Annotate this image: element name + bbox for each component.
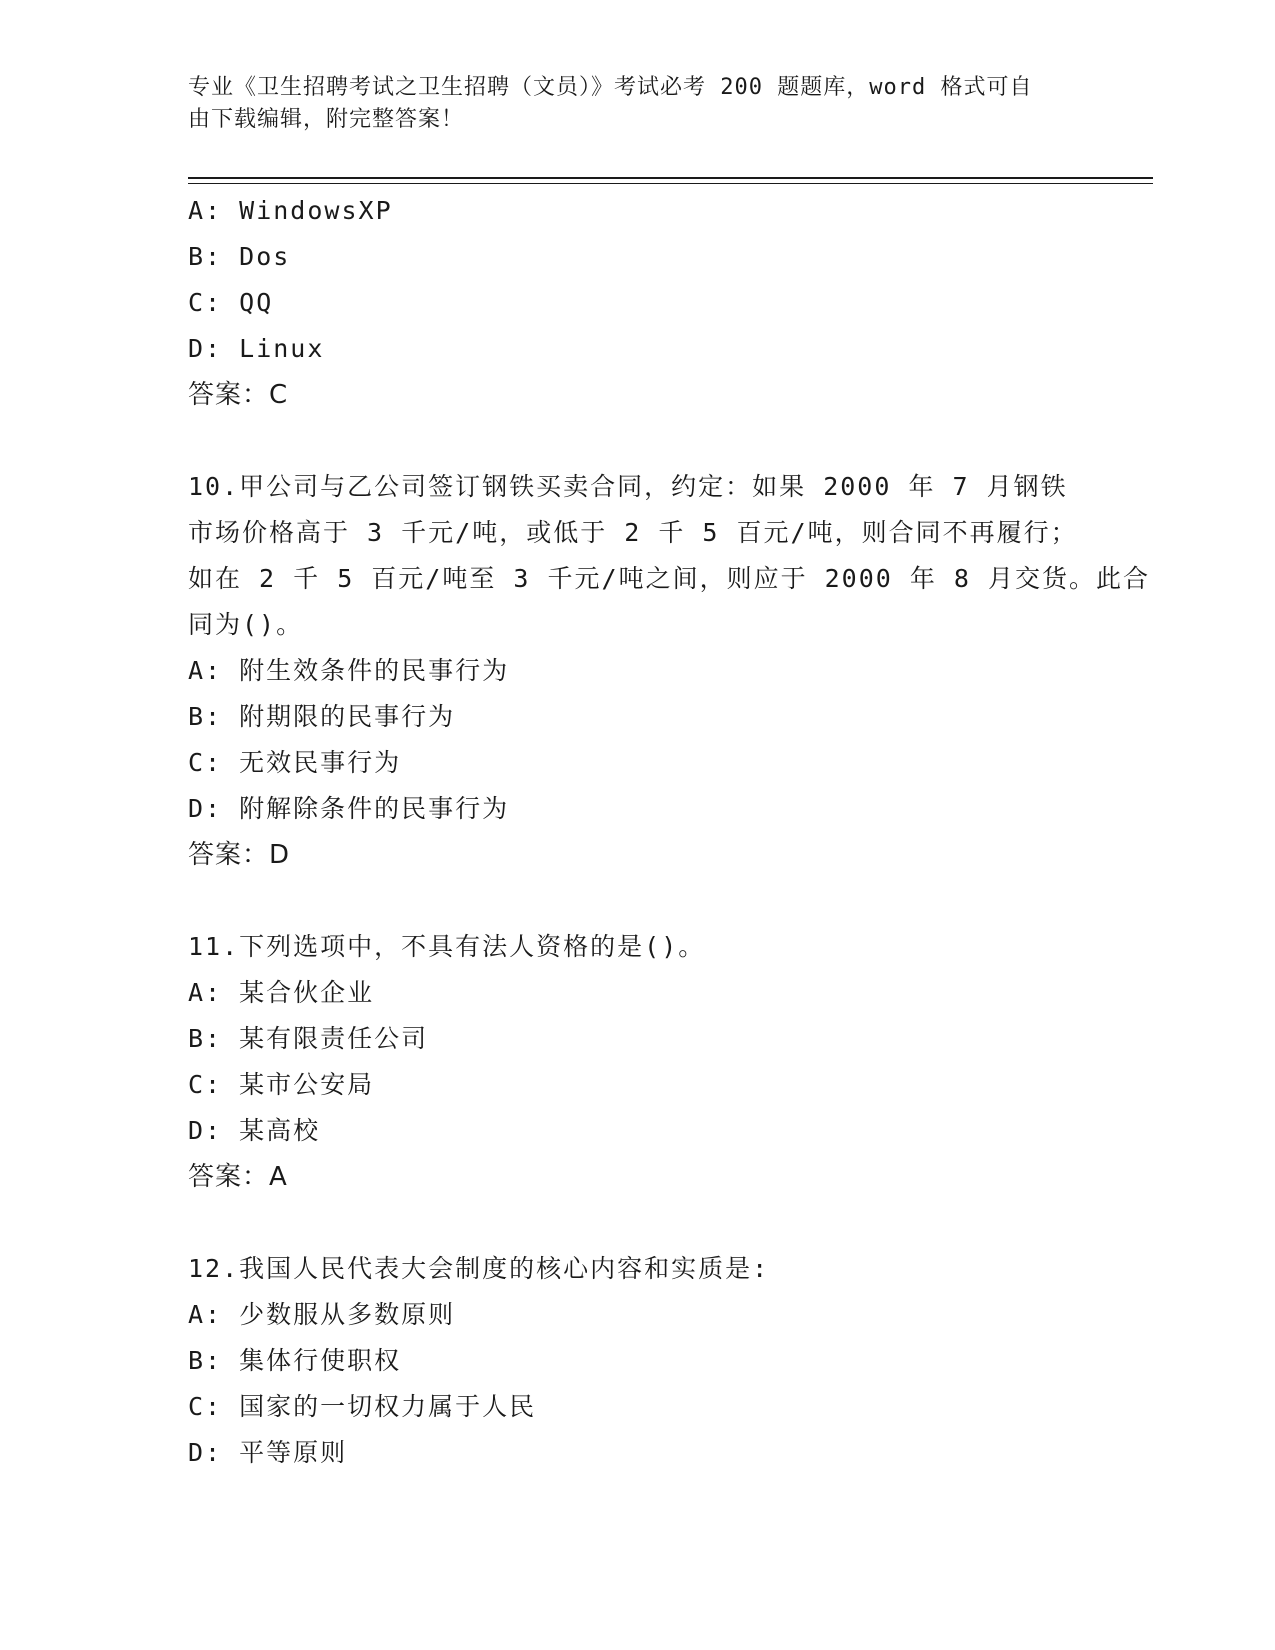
spacer xyxy=(188,418,1088,464)
option-a: A: WindowsXP xyxy=(188,196,393,225)
question-stem: 11.下列选项中，不具有法人资格的是()。 xyxy=(188,932,706,961)
question-stem-line-1: 10.甲公司与乙公司签订钢铁买卖合同，约定：如果 2000 年 7 月钢铁 xyxy=(188,472,1068,501)
question-stem-line-2: 市场价格高于 3 千元/吨，或低于 2 千 5 百元/吨，则合同不再履行； xyxy=(188,518,1078,547)
question-block-previous xyxy=(188,188,1088,418)
answer-line: 答案：C xyxy=(188,380,289,410)
option-c: C: QQ xyxy=(188,288,274,317)
document-header xyxy=(188,72,1068,136)
question-block-10 xyxy=(188,464,1151,878)
question-list xyxy=(188,188,1151,1476)
option-a: A: 附生效条件的民事行为 xyxy=(188,656,510,685)
header-intro-line-2: 由下载编辑，附完整答案！ xyxy=(188,107,465,132)
answer-line: 答案：A xyxy=(188,1162,288,1192)
option-b: B: 集体行使职权 xyxy=(188,1346,402,1375)
option-d: D: 某高校 xyxy=(188,1116,321,1145)
spacer xyxy=(188,878,1088,924)
spacer xyxy=(188,1200,1088,1246)
option-d: D: Linux xyxy=(188,334,325,363)
header-rule-thin xyxy=(188,183,1153,184)
option-d: D: 附解除条件的民事行为 xyxy=(188,794,510,823)
option-c: C: 国家的一切权力属于人民 xyxy=(188,1392,537,1421)
option-a: A: 某合伙企业 xyxy=(188,978,375,1007)
option-c: C: 某市公安局 xyxy=(188,1070,375,1099)
option-b: B: 某有限责任公司 xyxy=(188,1024,429,1053)
question-stem: 12.我国人民代表大会制度的核心内容和实质是: xyxy=(188,1254,770,1283)
question-block-12 xyxy=(188,1246,1088,1476)
question-block-11 xyxy=(188,924,1088,1200)
option-b: B: Dos xyxy=(188,242,291,271)
question-stem-line-3: 如在 2 千 5 百元/吨至 3 千元/吨之间，则应于 2000 年 8 月交货。此合 xyxy=(188,564,1151,593)
answer-line: 答案：D xyxy=(188,840,291,870)
header-rule-thick xyxy=(188,177,1153,179)
option-c: C: 无效民事行为 xyxy=(188,748,402,777)
option-a: A: 少数服从多数原则 xyxy=(188,1300,456,1329)
option-d: D: 平等原则 xyxy=(188,1438,348,1467)
option-b: B: 附期限的民事行为 xyxy=(188,702,456,731)
question-stem-line-4: 同为()。 xyxy=(188,610,304,639)
header-intro-line-1: 专业《卫生招聘考试之卫生招聘（文员）》考试必考 200 题题库，word 格式可自 xyxy=(188,75,1033,100)
